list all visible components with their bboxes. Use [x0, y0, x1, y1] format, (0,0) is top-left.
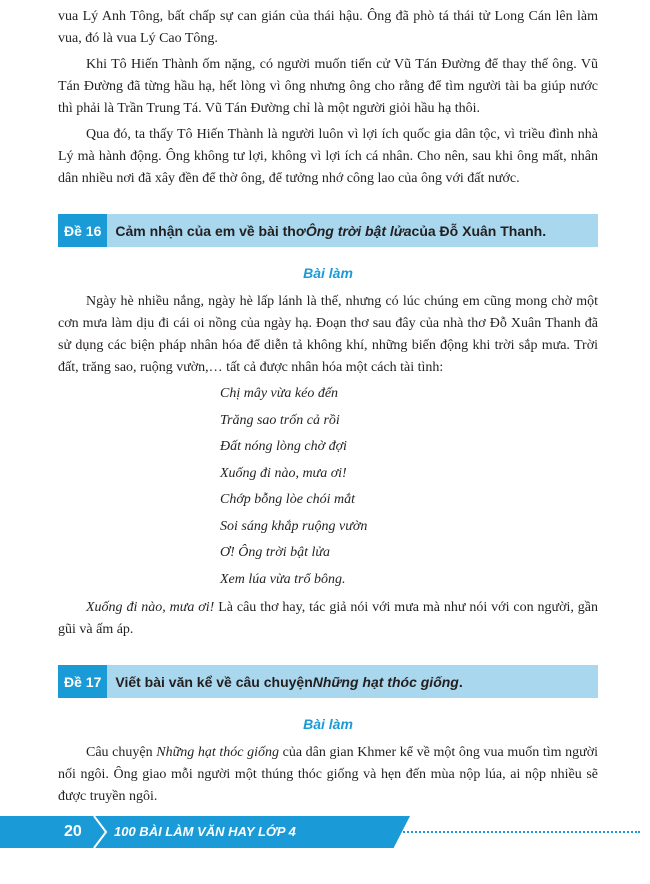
de16-closing-paragraph: Xuống đi nào, mưa ơi! Là câu thơ hay, tác giả nói với mưa mà như nói với con người, gần gũi và ấm áp.	[58, 600, 598, 637]
page-number: 20	[64, 823, 82, 840]
intro-paragraph-2: Khi Tô Hiến Thành ốm nặng, có người muốn tiến cử Vũ Tán Đường để thay thế ông. Vũ Tán Đường đã từng hầu hạ, hết lòng vì ông nhưng ông cho rằng để tìm người tài ba giúp nước thì phải là Trần Trung Tá. Vũ Tán Đường chỉ là một người giỏi hầu hạ thôi.	[58, 57, 598, 116]
poem-line: Xuống đi nào, mưa ơi!	[220, 465, 347, 481]
footer-dotted-line	[300, 831, 640, 835]
poem-line: Đất nóng lòng chờ đợi	[220, 439, 347, 454]
book-title: 100 BÀI LÀM VĂN HAY LỚP 4	[114, 824, 296, 839]
intro-paragraph-1: vua Lý Anh Tông, bất chấp sự can gián của thái hậu. Ông đã phò tá thái tử Long Cán lên làm vua, đó là vua Lý Cao Tông.	[58, 9, 598, 46]
footer-divider-icon	[92, 816, 110, 848]
de17-paragraph-1: Câu chuyện Những hạt thóc giống của dân gian Khmer kể về một ông vua muốn tìm người nối ngôi. Ông giao mỗi người một thúng thóc giống và hẹn đến mùa nộp lúa, ai nộp nhiều sẽ được truyền ngôi.	[58, 745, 599, 804]
poem-line: Chị mây vừa kéo đến	[220, 386, 339, 401]
poem-line: Ơ! Ông trời bật lửa	[220, 545, 330, 560]
poem-line: Xem lúa vừa trổ bông.	[220, 571, 346, 587]
poem-block	[220, 381, 598, 593]
section-badge-de16: Đề 16	[58, 214, 107, 247]
bai-lam-heading-de17: Bài làm	[303, 716, 353, 732]
poem-line: Trăng sao trốn cả rồi	[220, 412, 340, 428]
section-header-de17	[58, 665, 598, 698]
section-title-de16: Cảm nhận của em về bài thơ Ông trời bật lửa của Đỗ Xuân Thanh.	[115, 222, 547, 239]
section-badge-de17: Đề 17	[58, 665, 107, 698]
de16-paragraph-1: Ngày hè nhiều nắng, ngày hè lấp lánh là thế, nhưng có lúc chúng em cũng mong chờ một cơn mưa làm dịu đi cái oi nồng của ngày hạ. Đoạn thơ sau đây của nhà thơ Đỗ Xuân Thanh đã sử dụng các biện pháp nhân hóa để diễn tả không khí, những biến động khi trời sắp mưa. Trời đất, trăng sao, ruộng vườn,… tất cả được nhân hóa một cách tài tình:	[58, 294, 598, 375]
section-title-de17: Viết bài văn kể về câu chuyện Những hạt thóc giống .	[115, 673, 463, 690]
page-footer	[0, 816, 650, 848]
page-content	[58, 6, 598, 808]
intro-paragraph-3: Qua đó, ta thấy Tô Hiến Thành là người luôn vì lợi ích quốc gia dân tộc, vì triều đình nhà Lý mà hành động. Ông không tư lợi, không vì lợi ích cá nhân. Cho nên, sau khi ông mất, nhân dân nhiều nơi đã xây đền để thờ ông, để tưởng nhớ công lao của ông với đất nước.	[58, 127, 598, 186]
section-header-de16	[58, 214, 598, 247]
poem-line: Chớp bỗng lòe chói mắt	[220, 492, 356, 507]
bai-lam-heading-de16: Bài làm	[303, 265, 353, 281]
poem-line: Soi sáng khắp ruộng vườn	[220, 518, 368, 534]
